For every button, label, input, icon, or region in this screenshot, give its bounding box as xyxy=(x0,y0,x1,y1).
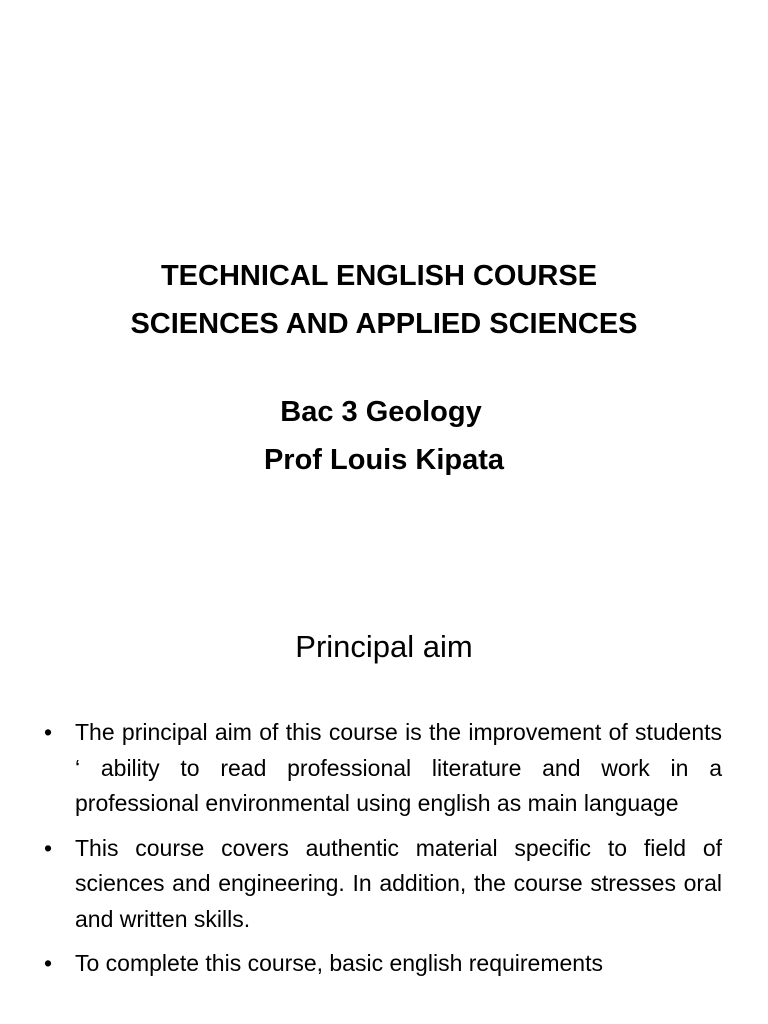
bullet-text: To complete this course, basic english requirements xyxy=(75,950,603,976)
course-instructor: Prof Louis Kipata xyxy=(263,444,505,476)
bullet-icon: • xyxy=(44,719,53,745)
bullet-item xyxy=(44,715,722,822)
bullet-text: The principal aim of this course is the improvement of students ‘ ability to read professional literature and work in a professional environmental using english as main language xyxy=(75,719,722,816)
bullet-icon: • xyxy=(44,834,53,861)
course-level: Bac 3 Geology xyxy=(280,396,482,428)
course-title xyxy=(0,252,768,348)
bullet-list xyxy=(44,715,722,991)
section-heading: Principal aim xyxy=(295,629,473,664)
course-subtitle xyxy=(0,388,768,484)
bullet-item xyxy=(44,831,722,938)
bullet-item xyxy=(44,946,722,982)
course-title-line-1: TECHNICAL ENGLISH COURSE xyxy=(160,260,598,292)
bullet-text: This course covers authentic material specific to field of sciences and engineering. In addition, the course stresses oral and written skills. xyxy=(75,834,722,932)
course-title-line-2: SCIENCES AND APPLIED SCIENCES xyxy=(130,308,638,340)
bullet-icon: • xyxy=(44,950,53,976)
